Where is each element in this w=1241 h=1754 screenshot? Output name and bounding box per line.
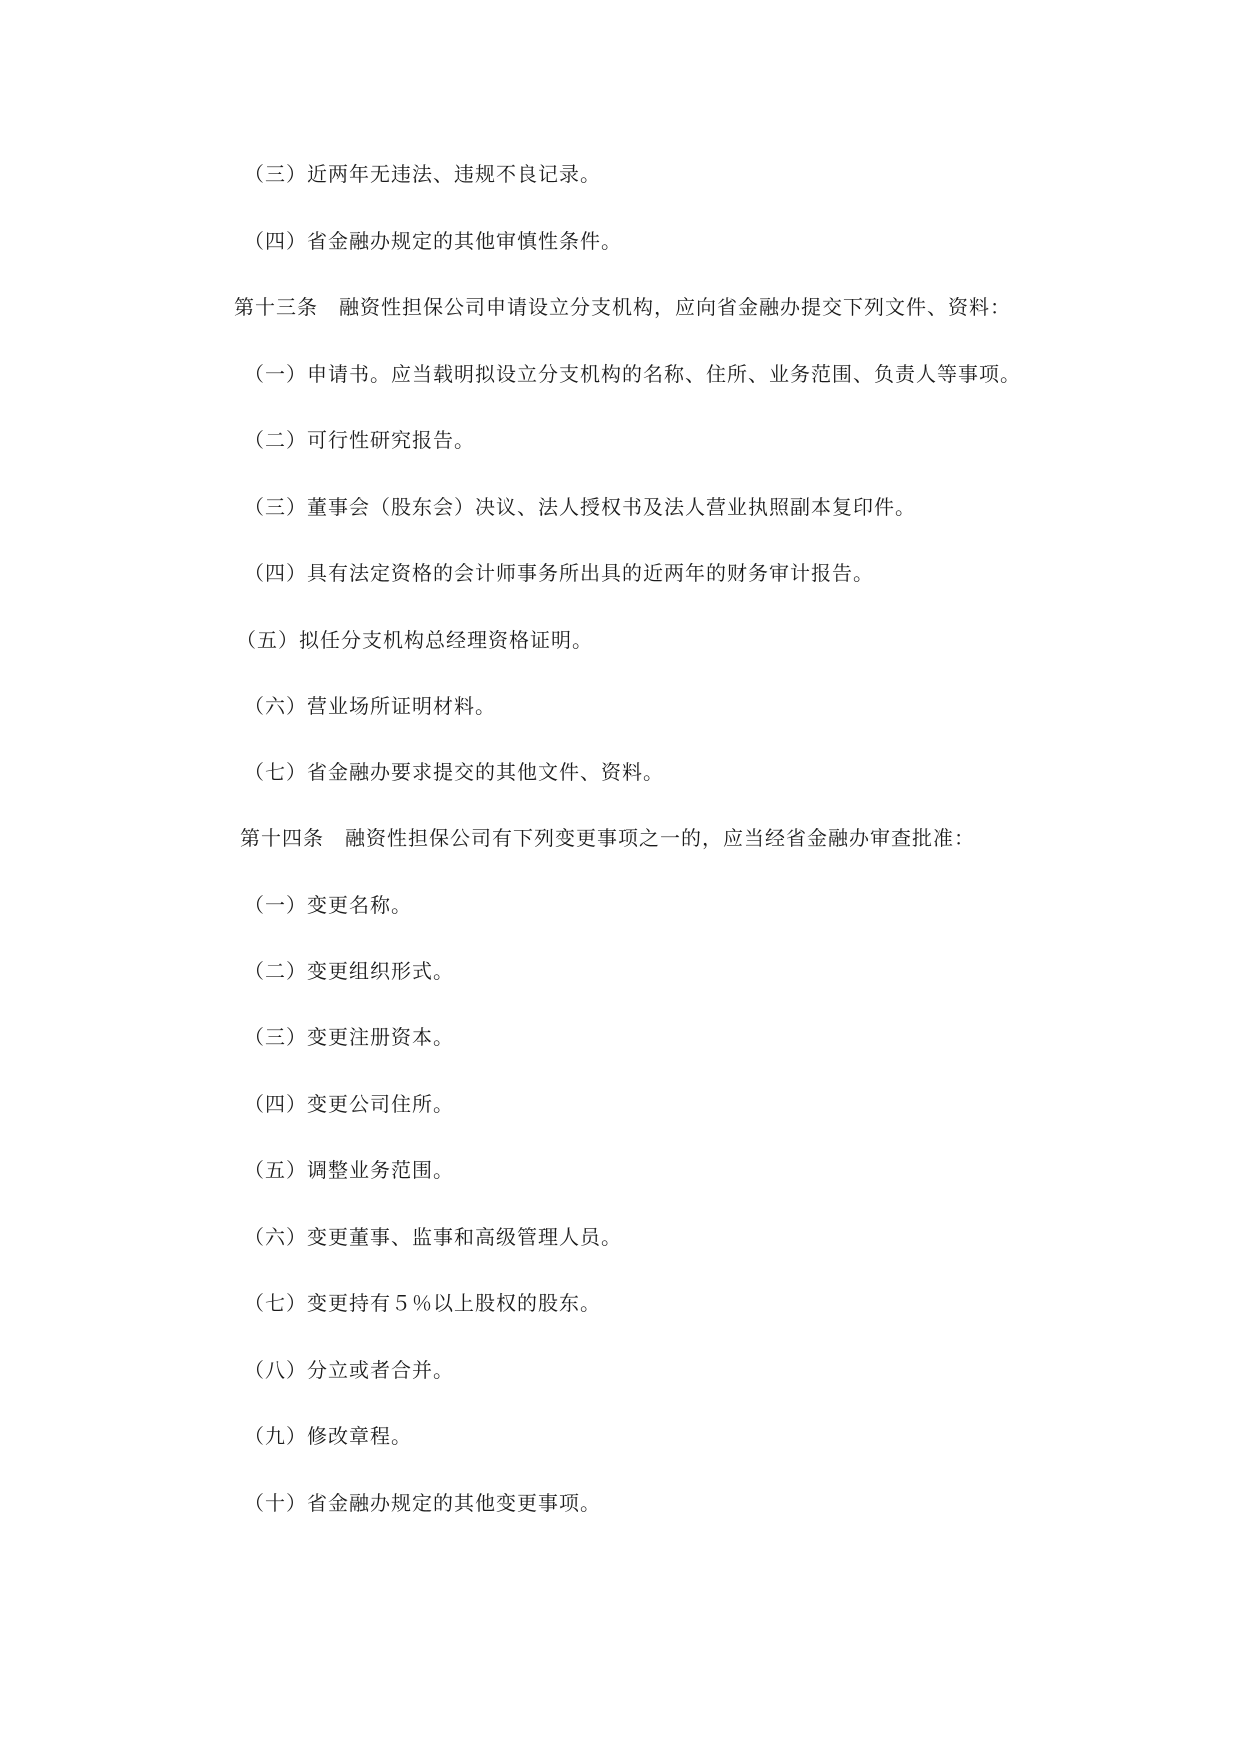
item-line: （七）变更持有５％以上股权的股东。 <box>244 1291 601 1315</box>
article-heading: 第十三条 融资性担保公司申请设立分支机构，应向省金融办提交下列文件、资料： <box>234 295 1011 319</box>
item-line: （四）省金融办规定的其他审慎性条件。 <box>244 229 622 253</box>
item-line: （五）拟任分支机构总经理资格证明。 <box>236 628 593 652</box>
article-heading: 第十四条 融资性担保公司有下列变更事项之一的，应当经省金融办审查批准： <box>240 826 975 850</box>
item-line: （二）可行性研究报告。 <box>244 428 475 452</box>
item-line: （六）营业场所证明材料。 <box>244 694 496 718</box>
item-line: （三）近两年无违法、违规不良记录。 <box>244 162 601 186</box>
item-line: （十）省金融办规定的其他变更事项。 <box>244 1491 601 1515</box>
item-line: （四）具有法定资格的会计师事务所出具的近两年的财务审计报告。 <box>244 561 874 585</box>
item-line: （一）申请书。应当载明拟设立分支机构的名称、住所、业务范围、负责人等事项。 <box>244 362 1021 386</box>
item-line: （七）省金融办要求提交的其他文件、资料。 <box>244 760 664 784</box>
item-line: （五）调整业务范围。 <box>244 1158 454 1182</box>
item-line: （四）变更公司住所。 <box>244 1092 454 1116</box>
item-line: （一）变更名称。 <box>244 893 412 917</box>
item-line: （八）分立或者合并。 <box>244 1358 454 1382</box>
item-line: （九）修改章程。 <box>244 1424 412 1448</box>
item-line: （二）变更组织形式。 <box>244 959 454 983</box>
item-line: （三）变更注册资本。 <box>244 1025 454 1049</box>
item-line: （六）变更董事、监事和高级管理人员。 <box>244 1225 622 1249</box>
item-line: （三）董事会（股东会）决议、法人授权书及法人营业执照副本复印件。 <box>244 495 916 519</box>
